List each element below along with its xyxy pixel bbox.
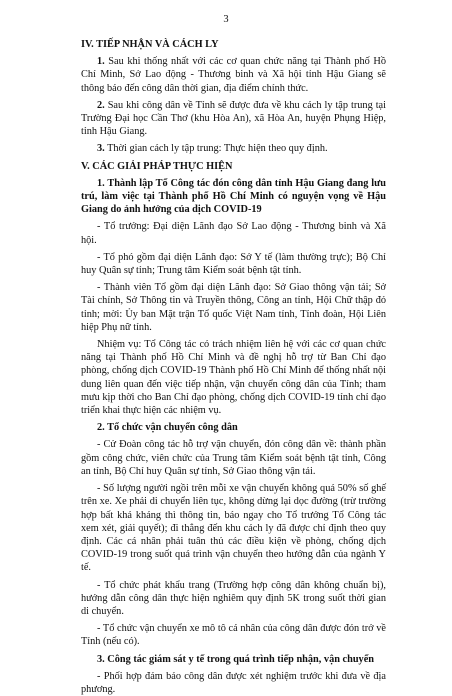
document-body (81, 36, 386, 696)
body-paragraph: - Tổ trưởng: Đại diện Lãnh đạo Sở Lao động - Thương binh và Xã hội. (81, 221, 386, 246)
numbered-paragraph (81, 142, 386, 155)
section-heading: IV. TIẾP NHẬN VÀ CÁCH LY (81, 39, 219, 50)
paragraph-text: Sau khi thống nhất với các cơ quan chức năng tại Thành phố Hồ Chí Minh, Sở Lao động - Thương binh và Xã hội tỉnh Hậu Giang sẽ thông báo đến công dân thời gian, địa điểm chính thức. (81, 56, 386, 94)
body-paragraph: Nhiệm vụ: Tổ Công tác có trách nhiệm liên hệ với các cơ quan chức năng tại Thành phố Hồ Chí Minh và đề nghị hỗ trợ từ Ban Chỉ đạo phòng, chống dịch COVID-19 Thành phố Hồ Chí Minh để thống nhất nội dung liên quan đến việc tiếp nhận, vận chuyển công dân của Tỉnh; tham mưu kịp thời cho Ban Chỉ đạo phòng, chống dịch COVID-19 tỉnh chỉ đạo triển khai thực hiện các nhiệm vụ. (81, 339, 386, 417)
body-paragraph: - Tổ phó gồm đại diện Lãnh đạo: Sở Y tế (làm thường trực); Bộ Chỉ huy Quân sự tỉnh; Trung tâm Kiểm soát bệnh tật tỉnh. (81, 251, 386, 277)
section-heading: V. CÁC GIẢI PHÁP THỰC HIỆN (81, 160, 233, 172)
page-number: 3 (223, 14, 229, 25)
body-paragraph: - Tổ chức vận chuyển xe mô tô cá nhân của công dân được đón trở về Tỉnh (nếu có). (81, 623, 386, 648)
paragraph-number: 2. (97, 99, 105, 111)
paragraph-text: Thời gian cách ly tập trung: Thực hiện theo quy định. (104, 143, 328, 155)
subsection-heading: 1. Thành lập Tổ Công tác đón công dân tỉnh Hậu Giang đang lưu trú, làm việc tại Thành phố Hồ Chí Minh có nguyện vọng về Hậu Giang do ảnh hưởng của dịch COVID-19 (81, 177, 386, 216)
body-paragraph: - Phối hợp đảm bảo công dân được xét nghiệm trước khi đưa về địa phương. (81, 670, 386, 695)
paragraph-number: 1. (97, 56, 105, 68)
body-paragraph: - Số lượng người ngồi trên mỗi xe vận chuyển không quá 50% số ghế trên xe. Xe phải di chuyển liên tục, không dừng lại dọc đường (trừ trường hợp bất khả kháng thì thông tin, báo ngay cho Tổ trưởng Tổ Công tác xem xét, giải quyết); đi thẳng đến khu cách ly đã được chỉ định theo quy định. Các cá nhân phải tuân thủ các điều kiện về phòng, chống dịch COVID-19 trong suốt quá trình vận chuyển theo hướng dẫn của ngành Y tế. (81, 483, 386, 574)
body-paragraph: - Tổ chức phát khẩu trang (Trường hợp công dân không chuẩn bị), hướng dẫn công dân thực hiện nghiêm quy định 5K trong suốt thời gian di chuyển. (81, 579, 386, 617)
numbered-paragraph (81, 55, 386, 95)
numbered-paragraph (81, 99, 386, 139)
paragraph-text: Sau khi công dân về Tỉnh sẽ được đưa về khu cách ly tập trung tại Trường Đại học Cần Thơ (khu Hòa An), xã Hòa An, huyện Phụng Hiệp, tỉnh Hậu Giang. (81, 99, 386, 138)
subsection-heading: 2. Tổ chức vận chuyển công dân (97, 422, 238, 434)
body-paragraph: - Cử Đoàn công tác hỗ trợ vận chuyển, đón công dân về: thành phần gồm công chức, viên chức của Trung tâm Kiểm soát bệnh tật tỉnh, Công an tỉnh, Bộ Chỉ huy Quân sự tỉnh, Sở Giao thông vận tải. (81, 439, 386, 477)
body-paragraph: - Thành viên Tổ gồm đại diện Lãnh đạo: Sở Giao thông vận tải; Sở Tài chính, Sở Thông tin và Truyền thông, Công an tỉnh, Hội Chữ thập đỏ tỉnh; mời: Ủy ban Mặt trận Tổ quốc Việt Nam tỉnh, Tỉnh đoàn, Hội Liên hiệp Phụ nữ tỉnh. (81, 282, 386, 333)
subsection-heading: 3. Công tác giám sát y tế trong quá trình tiếp nhận, vận chuyển (97, 653, 374, 665)
paragraph-number: 3. (97, 143, 105, 155)
